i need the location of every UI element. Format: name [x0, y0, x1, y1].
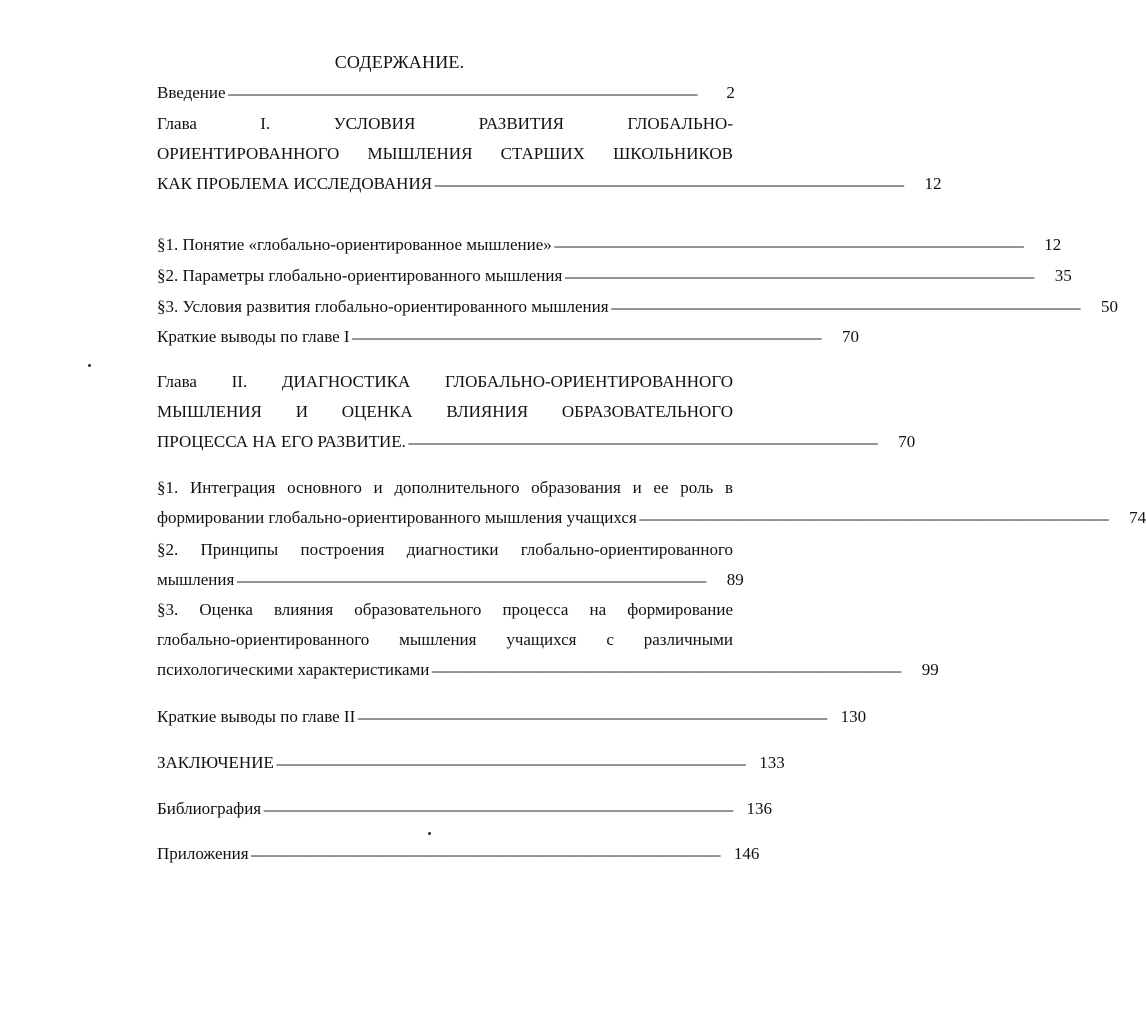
dot-leader: ------------------------------------------------------------------------------------------------------------------------------------------------------: [275, 756, 746, 771]
toc-page-number: 35: [1054, 266, 1072, 285]
toc-entry-text: КАК ПРОБЛЕМА ИССЛЕДОВАНИЯ: [157, 174, 433, 193]
toc-page-number: 130: [840, 707, 867, 726]
toc-entry-last-line: [157, 230, 1062, 260]
toc-entry-last-line: [157, 748, 785, 778]
toc-page-number: 70: [898, 432, 916, 451]
toc-entry-text: §1. Интеграция основного и дополнительного образования и ее роль в: [157, 478, 733, 497]
toc-entry-text: МЫШЛЕНИЯ И ОЦЕНКА ВЛИЯНИЯ ОБРАЗОВАТЕЛЬНОГО: [157, 402, 733, 421]
dot-leader: ------------------------------------------------------------------------------------------------------------------------------------------------------: [434, 177, 904, 192]
toc-entry-line: [157, 139, 733, 169]
dot-leader: ------------------------------------------------------------------------------------------------------------------------------------------------------: [263, 802, 733, 817]
toc-entry-last-line: [157, 839, 760, 869]
toc-page-number: 99: [921, 660, 939, 679]
toc-entry-line: [157, 109, 733, 139]
toc-entry: [157, 367, 916, 457]
toc-entry-line: [157, 473, 733, 503]
dot-leader: ------------------------------------------------------------------------------------------------------------------------------------------------------: [564, 269, 1034, 284]
scan-speck: [428, 832, 431, 835]
toc-entry-text: психологическими характеристиками: [157, 660, 430, 679]
toc-entry-text: §3. Оценка влияния образовательного процесса на формирование: [157, 600, 733, 619]
toc-page-number: 12: [1044, 235, 1062, 254]
toc-entry-text: §2. Принципы построения диагностики глобально-ориентированного: [157, 540, 733, 559]
dot-leader: ------------------------------------------------------------------------------------------------------------------------------------------------------: [357, 710, 827, 725]
toc-entry-text: мышления: [157, 570, 235, 589]
toc-entry-last-line: [157, 702, 867, 732]
toc-entry: [157, 595, 939, 685]
toc-entry: [157, 473, 1146, 533]
toc-entry-text: Глава I. УСЛОВИЯ РАЗВИТИЯ ГЛОБАЛЬНО-: [157, 114, 733, 133]
toc-entry: [157, 109, 942, 199]
toc-page-number: 2: [726, 83, 735, 102]
toc-entry-text: §2. Параметры глобально-ориентированного мышления: [157, 266, 563, 285]
toc-entry-text: ОРИЕНТИРОВАННОГО МЫШЛЕНИЯ СТАРШИХ ШКОЛЬНИКОВ: [157, 144, 733, 163]
toc-entry-line: [157, 625, 733, 655]
toc-entry: [157, 535, 744, 595]
toc-entry-text: Библиография: [157, 799, 262, 818]
toc-entry: [157, 794, 772, 824]
toc-entry-text: глобально-ориентированного мышления учащихся с различными: [157, 630, 733, 649]
toc-entry-text: ПРОЦЕССА НА ЕГО РАЗВИТИЕ.: [157, 432, 406, 451]
toc-entry-text: Введение: [157, 83, 226, 102]
toc-entry-text: Краткие выводы по главе I: [157, 327, 350, 346]
toc-entry-text: Приложения: [157, 844, 249, 863]
toc-page-number: 12: [924, 174, 942, 193]
toc-page-number: 136: [746, 799, 772, 818]
dot-leader: ------------------------------------------------------------------------------------------------------------------------------------------------------: [638, 511, 1109, 526]
toc-entry: [157, 839, 760, 869]
toc-entry-last-line: [157, 565, 744, 595]
toc-entry-line: [157, 367, 733, 397]
toc-entry-last-line: [157, 655, 939, 685]
toc-entry-line: [157, 595, 733, 625]
page-title: СОДЕРЖАНИЕ.: [334, 52, 465, 72]
dot-leader: ------------------------------------------------------------------------------------------------------------------------------------------------------: [407, 435, 878, 450]
toc-entry-last-line: [157, 169, 942, 199]
toc-page-number: 133: [759, 753, 785, 772]
toc-entry: [157, 322, 859, 352]
toc-entry-text: §1. Понятие «глобально-ориентированное мышление»: [157, 235, 552, 254]
toc-entry-last-line: [157, 292, 1118, 322]
toc-entry-last-line: [157, 427, 916, 457]
toc-entry-last-line: [157, 322, 859, 352]
dot-leader: ------------------------------------------------------------------------------------------------------------------------------------------------------: [431, 663, 901, 678]
toc-entry-line: [157, 397, 733, 427]
toc-page-number: 50: [1100, 297, 1118, 316]
dot-leader: ------------------------------------------------------------------------------------------------------------------------------------------------------: [610, 300, 1080, 315]
toc-entry-last-line: [157, 503, 1146, 533]
toc-entry-last-line: [157, 261, 1072, 291]
scan-speck: [88, 364, 91, 367]
dot-leader: ------------------------------------------------------------------------------------------------------------------------------------------------------: [227, 86, 697, 101]
toc-entry: [157, 230, 1062, 260]
toc-page-number: 146: [733, 844, 760, 863]
toc-page-number: 74: [1129, 508, 1146, 527]
toc-entry: [157, 748, 785, 778]
toc-entry-text: ЗАКЛЮЧЕНИЕ: [157, 753, 274, 772]
toc-entry-text: Глава II. ДИАГНОСТИКА ГЛОБАЛЬНО-ОРИЕНТИРОВАННОГО: [157, 372, 733, 391]
toc-page-number: 89: [726, 570, 744, 589]
toc-entry: [157, 78, 733, 108]
dot-leader: ------------------------------------------------------------------------------------------------------------------------------------------------------: [236, 573, 706, 588]
dot-leader: ------------------------------------------------------------------------------------------------------------------------------------------------------: [351, 330, 821, 345]
toc-page-number: 70: [841, 327, 859, 346]
toc-entry: [157, 292, 1118, 322]
dot-leader: ------------------------------------------------------------------------------------------------------------------------------------------------------: [553, 238, 1024, 253]
toc-entry: [157, 261, 1072, 291]
dot-leader: ------------------------------------------------------------------------------------------------------------------------------------------------------: [250, 847, 720, 862]
toc-entry-last-line: [157, 794, 772, 824]
toc-entry-line: [157, 535, 733, 565]
toc-entry-text: формировании глобально-ориентированного мышления учащихся: [157, 508, 637, 527]
toc-entry-text: §3. Условия развития глобально-ориентированного мышления: [157, 297, 609, 316]
toc-entry-last-line: [157, 78, 733, 108]
toc-entry: [157, 702, 867, 732]
toc-entry-text: Краткие выводы по главе II: [157, 707, 356, 726]
